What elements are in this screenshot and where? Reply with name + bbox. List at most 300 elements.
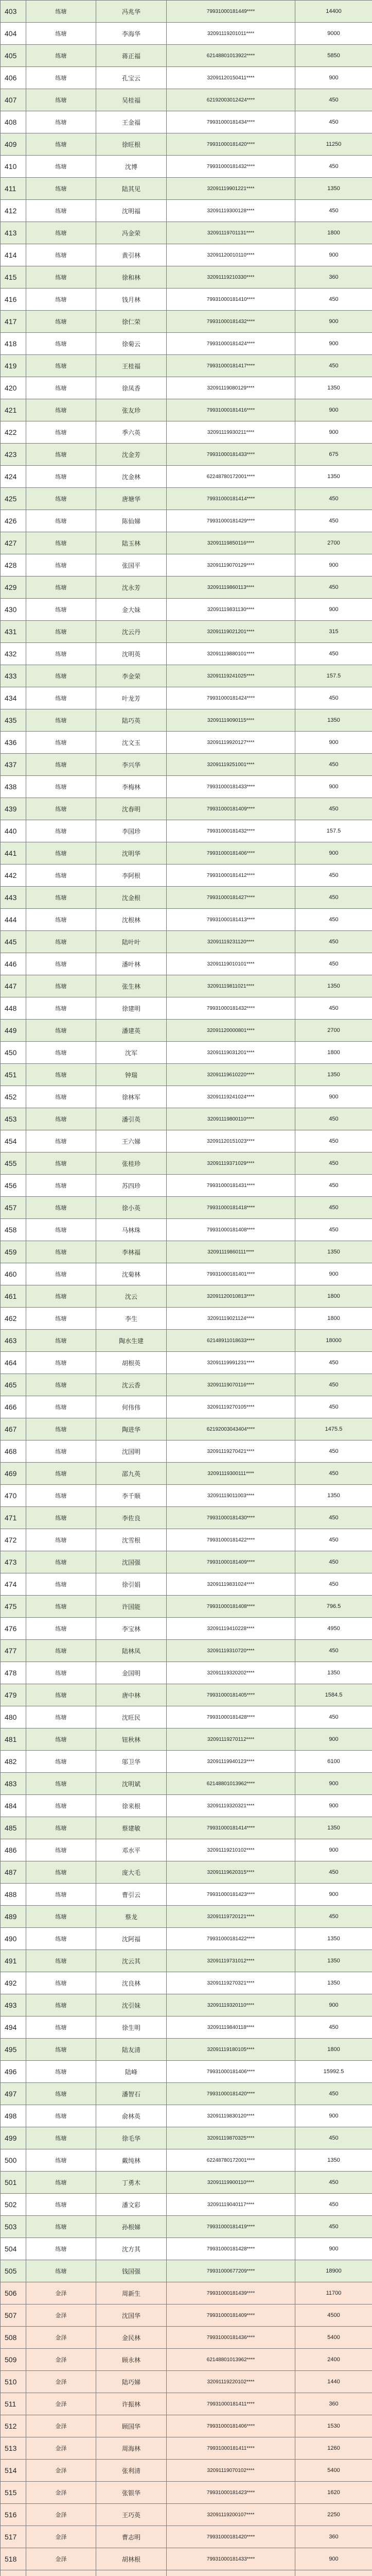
row-number: 515 — [1, 2482, 26, 2504]
account-cell: 32091119210102**** — [167, 1839, 295, 1861]
row-number: 483 — [1, 1773, 26, 1795]
town-cell: 练塘 — [26, 200, 96, 222]
row-number: 437 — [1, 754, 26, 776]
name-cell: 陆巧英 — [96, 709, 167, 732]
amount-cell: 450 — [295, 1396, 372, 1418]
amount-cell: 450 — [295, 1906, 372, 1928]
town-cell: 练塘 — [26, 798, 96, 820]
name-cell: 沈根林 — [96, 909, 167, 931]
account-cell: 79931000181406**** — [167, 2061, 295, 2083]
row-number: 467 — [1, 1418, 26, 1440]
amount-cell: 450 — [295, 1861, 372, 1884]
row-number: 445 — [1, 931, 26, 953]
table-row — [1, 1108, 372, 1130]
table-row — [1, 820, 372, 842]
table-row — [1, 23, 372, 45]
town-cell: 练塘 — [26, 953, 96, 975]
amount-cell: 1530 — [295, 2415, 372, 2437]
account-cell: 32091119900110**** — [167, 2172, 295, 2194]
row-number: 512 — [1, 2415, 26, 2437]
row-number: 466 — [1, 1396, 26, 1418]
name-cell: 沈国华 — [96, 2304, 167, 2327]
town-cell: 练塘 — [26, 421, 96, 444]
table-row — [1, 2061, 372, 2083]
amount-cell: 450 — [295, 931, 372, 953]
town-cell: 练塘 — [26, 1352, 96, 1374]
account-cell: 32091119210330**** — [167, 266, 295, 289]
town-cell: 练塘 — [26, 599, 96, 621]
account-cell: 32091120010813**** — [167, 1285, 295, 1308]
account-cell: 32091119010101**** — [167, 953, 295, 975]
account-cell: 79931000181409**** — [167, 1551, 295, 1573]
name-cell: 许国能 — [96, 1596, 167, 1618]
town-cell: 练塘 — [26, 754, 96, 776]
row-number: 447 — [1, 975, 26, 997]
table-row — [1, 399, 372, 421]
table-row — [1, 333, 372, 355]
row-number: 486 — [1, 1839, 26, 1861]
amount-cell: 450 — [295, 1507, 372, 1529]
row-number: 489 — [1, 1906, 26, 1928]
town-cell: 练塘 — [26, 45, 96, 67]
town-cell: 金泽 — [26, 2482, 96, 2504]
row-number: 490 — [1, 1928, 26, 1950]
name-cell: 沈云香 — [96, 1374, 167, 1396]
row-number: 493 — [1, 1994, 26, 2016]
row-number: 418 — [1, 333, 26, 355]
table-row — [1, 798, 372, 820]
row-number: 481 — [1, 1728, 26, 1751]
row-number: 446 — [1, 953, 26, 975]
name-cell: 李林福 — [96, 1241, 167, 1263]
account-cell: 62148801013962**** — [167, 1773, 295, 1795]
table-row — [1, 1906, 372, 1928]
amount-cell: 900 — [295, 311, 372, 333]
name-cell: 顾国华 — [96, 2415, 167, 2437]
name-cell: 陆玉林 — [96, 532, 167, 554]
town-cell: 金泽 — [26, 2526, 96, 2548]
table-row — [1, 1529, 372, 1551]
row-number: 436 — [1, 732, 26, 754]
amount-cell: 450 — [295, 355, 372, 377]
row-number: 425 — [1, 488, 26, 510]
town-cell: 练塘 — [26, 1418, 96, 1440]
amount-cell: 360 — [295, 266, 372, 289]
table-row — [1, 643, 372, 665]
amount-cell: 1350 — [295, 975, 372, 997]
row-number: 462 — [1, 1308, 26, 1330]
table-row — [1, 931, 372, 953]
name-cell: 庞大毛 — [96, 1861, 167, 1884]
amount-cell: 11700 — [295, 2282, 372, 2304]
town-cell: 练塘 — [26, 1884, 96, 1906]
table-row — [1, 311, 372, 333]
name-cell: 徐凤香 — [96, 377, 167, 399]
account-cell: 32091119040117**** — [167, 2194, 295, 2216]
name-cell: 沈金根 — [96, 887, 167, 909]
town-cell: 练塘 — [26, 1928, 96, 1950]
amount-cell: 900 — [295, 776, 372, 798]
account-cell: 32091119080129**** — [167, 377, 295, 399]
row-number: 482 — [1, 1751, 26, 1773]
amount-cell: 5400 — [295, 2327, 372, 2349]
town-cell: 练塘 — [26, 1153, 96, 1175]
row-number: 479 — [1, 1684, 26, 1706]
amount-cell: 11250 — [295, 133, 372, 156]
table-row — [1, 1861, 372, 1884]
amount-cell: 450 — [295, 2194, 372, 2216]
amount-cell: 360 — [295, 2526, 372, 2548]
town-cell: 金泽 — [26, 2460, 96, 2482]
table-row — [1, 2548, 372, 2570]
name-cell: 李金荣 — [96, 665, 167, 687]
name-cell: 唐中林 — [96, 1684, 167, 1706]
table-row — [1, 1308, 372, 1330]
row-number: 487 — [1, 1861, 26, 1884]
account-cell: 79931000181428**** — [167, 1706, 295, 1728]
name-cell: 戴纯林 — [96, 2149, 167, 2172]
table-row — [1, 1352, 372, 1374]
amount-cell: 450 — [295, 887, 372, 909]
amount-cell: 1440 — [295, 2371, 372, 2393]
amount-cell: 900 — [295, 1728, 372, 1751]
account-cell: 79931000181420**** — [167, 2083, 295, 2105]
town-cell: 练塘 — [26, 2083, 96, 2105]
account-cell: 79931000181408**** — [167, 1219, 295, 1241]
name-cell: 黄引林 — [96, 244, 167, 266]
town-cell: 练塘 — [26, 2238, 96, 2260]
account-cell: 32091119270321**** — [167, 1972, 295, 1994]
table-row — [1, 1086, 372, 1108]
row-number: 495 — [1, 2039, 26, 2061]
amount-cell: 900 — [295, 399, 372, 421]
amount-cell: 450 — [295, 2016, 372, 2039]
row-number: 517 — [1, 2526, 26, 2548]
amount-cell: 450 — [295, 865, 372, 887]
town-cell: 练塘 — [26, 975, 96, 997]
town-cell: 练塘 — [26, 1795, 96, 1817]
town-cell: 练塘 — [26, 1684, 96, 1706]
table-row — [1, 665, 372, 687]
name-cell: 邓水平 — [96, 1839, 167, 1861]
account-cell: 79931000181408**** — [167, 1596, 295, 1618]
name-cell: 李阿根 — [96, 865, 167, 887]
row-number: 422 — [1, 421, 26, 444]
table-row — [1, 89, 372, 111]
town-cell: 练塘 — [26, 1751, 96, 1773]
row-number — [1, 2570, 26, 2576]
amount-cell: 15992.5 — [295, 2061, 372, 2083]
table-row — [1, 776, 372, 798]
amount-cell: 4950 — [295, 1618, 372, 1640]
amount-cell: 450 — [295, 1573, 372, 1596]
town-cell: 练塘 — [26, 1551, 96, 1573]
town-cell: 练塘 — [26, 2016, 96, 2039]
amount-cell: 5850 — [295, 45, 372, 67]
name-cell: 潘建英 — [96, 1020, 167, 1042]
account-cell: 32091119731012**** — [167, 1950, 295, 1972]
town-cell: 练塘 — [26, 156, 96, 178]
account-cell: 32091119901221**** — [167, 178, 295, 200]
table-row — [1, 2016, 372, 2039]
amount-cell: 1350 — [295, 1485, 372, 1507]
account-cell: 32091119270105**** — [167, 1396, 295, 1418]
amount-cell: 14400 — [295, 1, 372, 23]
amount-cell: 900 — [295, 1839, 372, 1861]
table-row — [1, 133, 372, 156]
name-cell: 沈永芳 — [96, 577, 167, 599]
row-number: 440 — [1, 820, 26, 842]
town-cell: 练塘 — [26, 1020, 96, 1042]
account-cell: 79931000181424**** — [167, 333, 295, 355]
name-cell: 潘智石 — [96, 2083, 167, 2105]
name-cell: 徐来根 — [96, 1795, 167, 1817]
name-cell: 沈国明 — [96, 1440, 167, 1463]
account-cell: 32091119830120**** — [167, 2105, 295, 2127]
town-cell: 练塘 — [26, 377, 96, 399]
table-row — [1, 377, 372, 399]
account-cell: 32091119320202**** — [167, 1662, 295, 1684]
town-cell: 练塘 — [26, 554, 96, 577]
name-cell — [96, 2570, 167, 2576]
row-number: 473 — [1, 1551, 26, 1573]
table-row — [1, 1485, 372, 1507]
amount-cell: 2400 — [295, 2349, 372, 2371]
account-cell: 79931000181419**** — [167, 2216, 295, 2238]
amount-cell: 900 — [295, 842, 372, 865]
table-row — [1, 754, 372, 776]
table-row — [1, 2570, 372, 2576]
account-cell: 32091119270112**** — [167, 1728, 295, 1751]
town-cell: 金泽 — [26, 2504, 96, 2526]
town-cell: 练塘 — [26, 1485, 96, 1507]
amount-cell: 450 — [295, 89, 372, 111]
account-cell: 32091119860111**** — [167, 1241, 295, 1263]
name-cell: 沈军 — [96, 1042, 167, 1064]
town-cell: 练塘 — [26, 732, 96, 754]
amount-cell: 450 — [295, 1529, 372, 1551]
row-number: 406 — [1, 67, 26, 89]
row-number: 450 — [1, 1042, 26, 1064]
account-cell: 62192003012424**** — [167, 89, 295, 111]
amount-cell: 450 — [295, 1440, 372, 1463]
table-row — [1, 1396, 372, 1418]
account-cell: 32091119410228**** — [167, 1618, 295, 1640]
amount-cell: 5400 — [295, 2460, 372, 2482]
town-cell: 练塘 — [26, 1706, 96, 1728]
account-cell: 32091119070102**** — [167, 2460, 295, 2482]
row-number: 411 — [1, 178, 26, 200]
name-cell: 陆叶叶 — [96, 931, 167, 953]
row-number: 484 — [1, 1795, 26, 1817]
town-cell: 练塘 — [26, 1175, 96, 1197]
table-row — [1, 2349, 372, 2371]
account-cell: 79931000181410**** — [167, 289, 295, 311]
row-number: 424 — [1, 466, 26, 488]
account-cell: 32091119870325**** — [167, 2127, 295, 2149]
amount-cell: 796.5 — [295, 1596, 372, 1618]
account-cell: 79931000181433**** — [167, 2548, 295, 2570]
town-cell: 练塘 — [26, 1972, 96, 1994]
row-number: 429 — [1, 577, 26, 599]
name-cell: 孔宝云 — [96, 67, 167, 89]
name-cell: 沈引妹 — [96, 1994, 167, 2016]
name-cell: 王桂福 — [96, 355, 167, 377]
table-row — [1, 421, 372, 444]
table-row — [1, 266, 372, 289]
town-cell: 练塘 — [26, 1042, 96, 1064]
amount-cell: 1800 — [295, 1308, 372, 1330]
table-row — [1, 1197, 372, 1219]
row-number: 494 — [1, 2016, 26, 2039]
row-number: 439 — [1, 798, 26, 820]
town-cell: 练塘 — [26, 289, 96, 311]
row-number: 470 — [1, 1485, 26, 1507]
name-cell: 沈方其 — [96, 2238, 167, 2260]
amount-cell: 1350 — [295, 1241, 372, 1263]
table-row — [1, 532, 372, 554]
name-cell: 钱月林 — [96, 289, 167, 311]
town-cell: 练塘 — [26, 244, 96, 266]
name-cell: 潘引英 — [96, 1108, 167, 1130]
town-cell: 练塘 — [26, 2061, 96, 2083]
amount-cell: 900 — [295, 244, 372, 266]
name-cell: 吴桂福 — [96, 89, 167, 111]
account-cell: 79931000181414**** — [167, 488, 295, 510]
name-cell: 沈旺民 — [96, 1706, 167, 1728]
account-cell: 32091119920127**** — [167, 732, 295, 754]
name-cell: 徐小英 — [96, 1197, 167, 1219]
account-cell: 32091119021124**** — [167, 1308, 295, 1330]
town-cell: 练塘 — [26, 1596, 96, 1618]
account-cell: 79931000181439**** — [167, 2282, 295, 2304]
amount-cell: 900 — [295, 1884, 372, 1906]
amount-cell: 450 — [295, 577, 372, 599]
table-row — [1, 2216, 372, 2238]
amount-cell: 4500 — [295, 2304, 372, 2327]
table-row — [1, 621, 372, 643]
amount-cell: 450 — [295, 2083, 372, 2105]
amount-cell: 360 — [295, 2393, 372, 2415]
table-row — [1, 1064, 372, 1086]
amount-cell: 1350 — [295, 1662, 372, 1684]
account-cell: 79931000181411**** — [167, 2437, 295, 2460]
table-row — [1, 1684, 372, 1706]
table-row — [1, 1773, 372, 1795]
table-row — [1, 1551, 372, 1573]
account-cell: 32091119180105**** — [167, 2039, 295, 2061]
name-cell: 徐生明 — [96, 2016, 167, 2039]
account-cell: 32091119701131**** — [167, 222, 295, 244]
table-row — [1, 732, 372, 754]
amount-cell: 900 — [295, 1994, 372, 2016]
row-number: 451 — [1, 1064, 26, 1086]
table-row — [1, 510, 372, 532]
row-number: 485 — [1, 1817, 26, 1839]
table-row — [1, 222, 372, 244]
row-number: 514 — [1, 2460, 26, 2482]
table-row — [1, 1950, 372, 1972]
row-number: 407 — [1, 89, 26, 111]
town-cell: 练塘 — [26, 532, 96, 554]
amount-cell: 1350 — [295, 178, 372, 200]
table-row — [1, 1374, 372, 1396]
row-number: 423 — [1, 444, 26, 466]
name-cell: 沈明华 — [96, 842, 167, 865]
town-cell: 练塘 — [26, 887, 96, 909]
name-cell: 陆友清 — [96, 2039, 167, 2061]
table-row — [1, 1463, 372, 1485]
town-cell: 金泽 — [26, 2327, 96, 2349]
table-row — [1, 466, 372, 488]
table-row — [1, 1795, 372, 1817]
name-cell: 沈菊林 — [96, 1263, 167, 1285]
row-number: 504 — [1, 2238, 26, 2260]
amount-cell: 450 — [295, 2127, 372, 2149]
name-cell: 徐引娟 — [96, 1573, 167, 1596]
row-number: 501 — [1, 2172, 26, 2194]
amount-cell: 450 — [295, 488, 372, 510]
table-row — [1, 1, 372, 23]
row-number: 458 — [1, 1219, 26, 1241]
name-cell: 徐仁荣 — [96, 311, 167, 333]
account-cell: 79931000181423**** — [167, 2482, 295, 2504]
account-cell: 32091120150411**** — [167, 67, 295, 89]
table-row — [1, 2260, 372, 2282]
row-number: 513 — [1, 2437, 26, 2460]
account-cell: 32091119930211**** — [167, 421, 295, 444]
amount-cell: 1800 — [295, 1042, 372, 1064]
town-cell: 练塘 — [26, 1662, 96, 1684]
name-cell: 张国平 — [96, 554, 167, 577]
name-cell: 季六英 — [96, 421, 167, 444]
row-number: 431 — [1, 621, 26, 643]
row-number: 476 — [1, 1618, 26, 1640]
town-cell: 金泽 — [26, 2437, 96, 2460]
name-cell: 李宝林 — [96, 1618, 167, 1640]
row-number: 417 — [1, 311, 26, 333]
town-cell: 练塘 — [26, 687, 96, 709]
row-number: 404 — [1, 23, 26, 45]
account-cell: 79931000181422**** — [167, 1529, 295, 1551]
amount-cell: 900 — [295, 2105, 372, 2127]
amount-cell: 450 — [295, 953, 372, 975]
row-number: 488 — [1, 1884, 26, 1906]
name-cell: 沈良林 — [96, 1972, 167, 1994]
amount-cell: 1475.5 — [295, 1418, 372, 1440]
row-number: 420 — [1, 377, 26, 399]
table-row — [1, 1285, 372, 1308]
town-cell: 练塘 — [26, 466, 96, 488]
table-row — [1, 2327, 372, 2349]
row-number: 463 — [1, 1330, 26, 1352]
town-cell: 练塘 — [26, 222, 96, 244]
row-number: 461 — [1, 1285, 26, 1308]
town-cell: 练塘 — [26, 931, 96, 953]
account-cell: 32091119070116**** — [167, 1374, 295, 1396]
amount-cell: 1350 — [295, 1950, 372, 1972]
table-row — [1, 709, 372, 732]
name-cell: 李生 — [96, 1308, 167, 1330]
name-cell: 沈阿福 — [96, 1928, 167, 1950]
row-number: 457 — [1, 1197, 26, 1219]
town-cell: 练塘 — [26, 776, 96, 798]
town-cell: 练塘 — [26, 1285, 96, 1308]
town-cell: 练塘 — [26, 997, 96, 1020]
table-row — [1, 1751, 372, 1773]
row-number: 428 — [1, 554, 26, 577]
table-row — [1, 289, 372, 311]
